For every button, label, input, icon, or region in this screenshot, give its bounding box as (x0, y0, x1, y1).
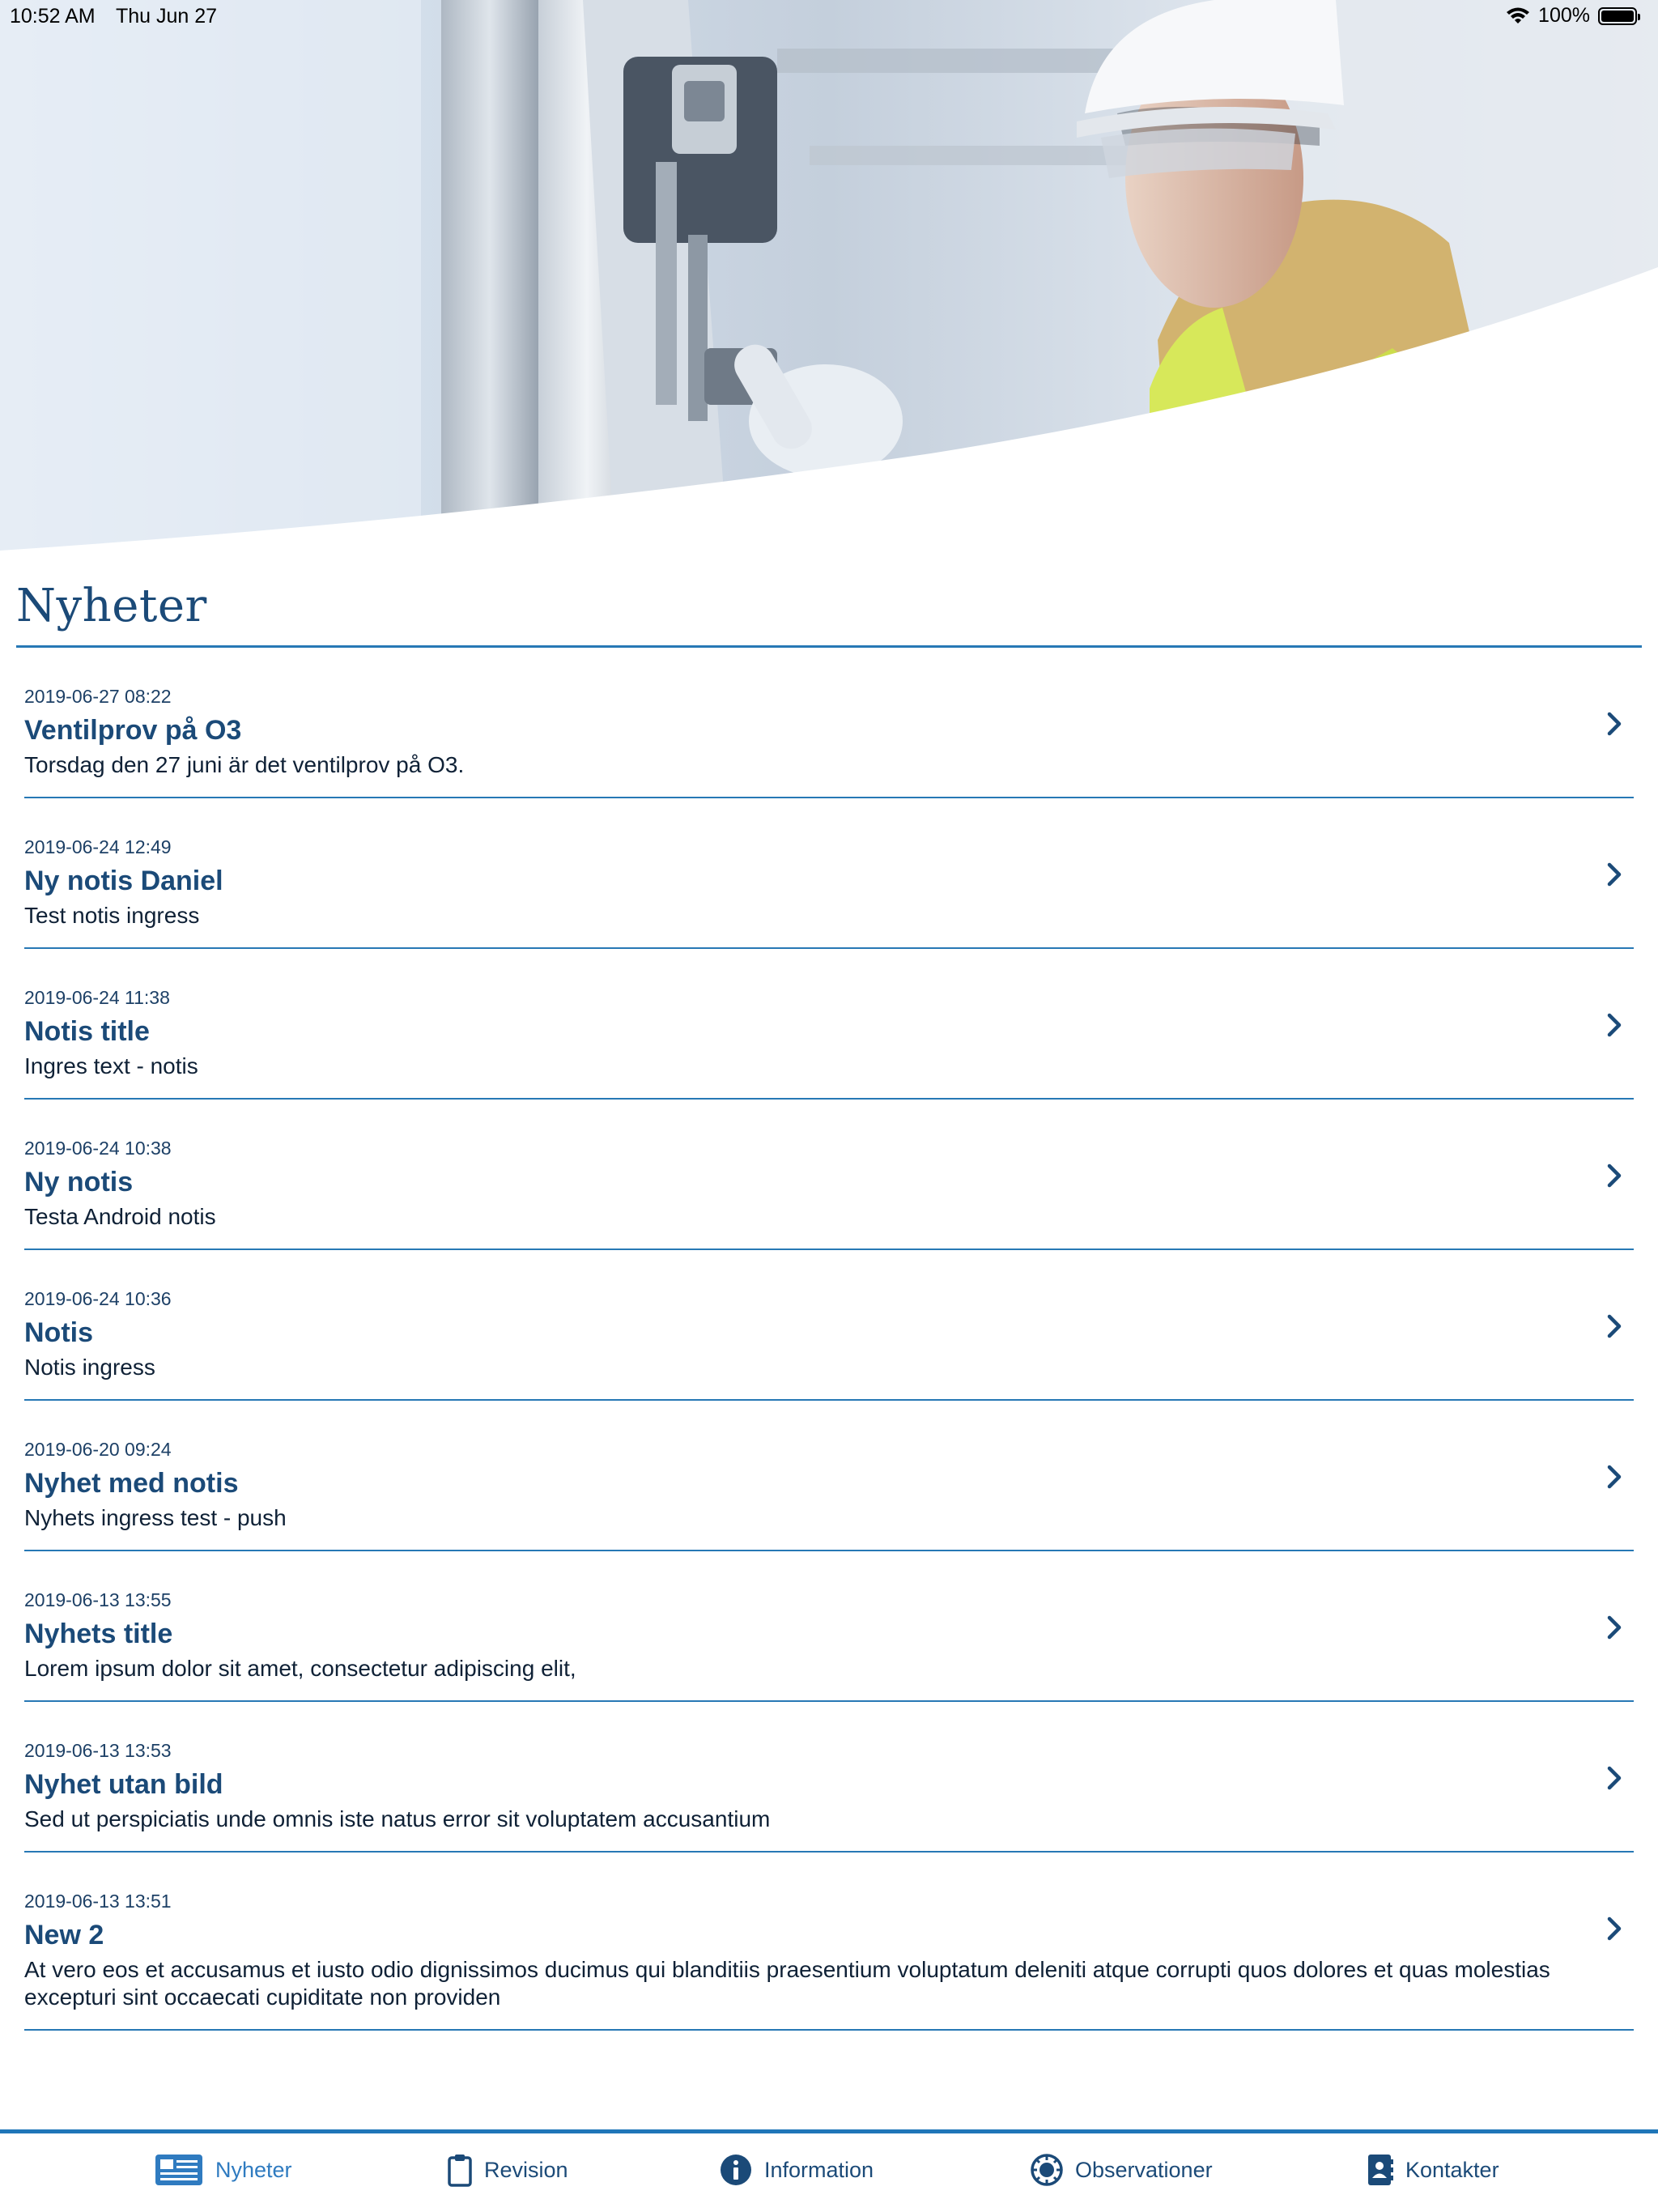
status-date: Thu Jun 27 (116, 5, 218, 28)
news-text: Testa Android notis (24, 1204, 216, 1229)
tab-label: Kontakter (1405, 2157, 1499, 2182)
newspaper-icon (154, 2153, 204, 2187)
news-item[interactable] (24, 1853, 1634, 2031)
news-item[interactable] (24, 1702, 1634, 1853)
news-title: Nyhet utan bild (24, 1769, 223, 1800)
news-list (24, 648, 1634, 2031)
contacts-icon (1367, 2153, 1394, 2187)
tab-label: Revision (484, 2157, 568, 2182)
news-title: Notis (24, 1317, 93, 1348)
tab-label: Nyheter (215, 2157, 292, 2182)
status-bar (0, 0, 1658, 32)
news-title: Nyhet med notis (24, 1468, 239, 1499)
status-right (1506, 4, 1637, 28)
news-item[interactable] (24, 1100, 1634, 1250)
tab-information[interactable] (719, 2153, 874, 2187)
tab-revision[interactable] (447, 2153, 568, 2187)
news-date: 2019-06-20 09:24 (24, 1439, 172, 1460)
battery-percent: 100% (1538, 4, 1590, 27)
news-text: Torsdag den 27 juni är det ventilprov på O3. (24, 752, 465, 777)
news-text: At vero eos et accusamus et iusto odio dignissimos ducimus qui blanditiis praesentium voluptatum deleniti atque corrupti quos dolores et quas molestias excepturi sint occaecati cupiditate non providen (24, 1957, 1550, 2010)
news-title: Notis title (24, 1016, 150, 1047)
tab-label: Information (764, 2157, 874, 2182)
news-title: Ny notis Daniel (24, 866, 223, 896)
chevron-right-icon (1603, 1914, 1626, 1943)
news-date: 2019-06-24 10:38 (24, 1138, 172, 1159)
chevron-right-icon (1603, 1462, 1626, 1491)
tab-nyheter[interactable] (154, 2153, 292, 2187)
chevron-right-icon (1603, 1312, 1626, 1341)
news-text: Ingres text - notis (24, 1053, 198, 1078)
news-text: Test notis ingress (24, 903, 200, 928)
news-date: 2019-06-24 11:38 (24, 987, 170, 1008)
tab-bar (0, 2129, 1658, 2212)
news-item[interactable] (24, 1401, 1634, 1551)
tab-observationer[interactable] (1030, 2153, 1213, 2187)
news-text: Notis ingress (24, 1355, 155, 1380)
tab-label: Observationer (1075, 2157, 1213, 2182)
news-text: Nyhets ingress test - push (24, 1505, 287, 1530)
news-date: 2019-06-13 13:53 (24, 1740, 172, 1761)
page-title: Nyheter (16, 580, 207, 632)
chevron-right-icon (1603, 1161, 1626, 1190)
news-title: Ventilprov på O3 (24, 715, 242, 746)
chevron-right-icon (1603, 1613, 1626, 1642)
wifi-icon (1506, 7, 1530, 25)
news-date: 2019-06-13 13:55 (24, 1589, 172, 1610)
news-date: 2019-06-24 12:49 (24, 836, 172, 857)
observation-icon (1030, 2153, 1064, 2187)
news-item[interactable] (24, 1250, 1634, 1401)
tab-kontakter[interactable] (1367, 2153, 1499, 2187)
battery-icon (1598, 7, 1637, 25)
status-time: 10:52 AM (10, 5, 96, 28)
news-text: Lorem ipsum dolor sit amet, consectetur adipiscing elit, (24, 1656, 576, 1681)
news-item[interactable] (24, 949, 1634, 1100)
news-date: 2019-06-13 13:51 (24, 1891, 172, 1912)
chevron-right-icon (1603, 860, 1626, 889)
industrial-worker-photo (0, 0, 1658, 559)
news-title: Nyhets title (24, 1619, 173, 1649)
news-date: 2019-06-24 10:36 (24, 1288, 172, 1309)
news-item[interactable] (24, 648, 1634, 798)
news-text: Sed ut perspiciatis unde omnis iste natus error sit voluptatem accusantium (24, 1806, 771, 1831)
news-item[interactable] (24, 798, 1634, 949)
chevron-right-icon (1603, 709, 1626, 738)
news-title: New 2 (24, 1920, 104, 1950)
chevron-right-icon (1603, 1010, 1626, 1040)
news-date: 2019-06-27 08:22 (24, 686, 172, 707)
hero-image (0, 0, 1658, 559)
chevron-right-icon (1603, 1763, 1626, 1793)
clipboard-icon (447, 2153, 473, 2187)
news-item[interactable] (24, 1551, 1634, 1702)
info-icon (719, 2153, 753, 2187)
news-title: Ny notis (24, 1167, 134, 1197)
